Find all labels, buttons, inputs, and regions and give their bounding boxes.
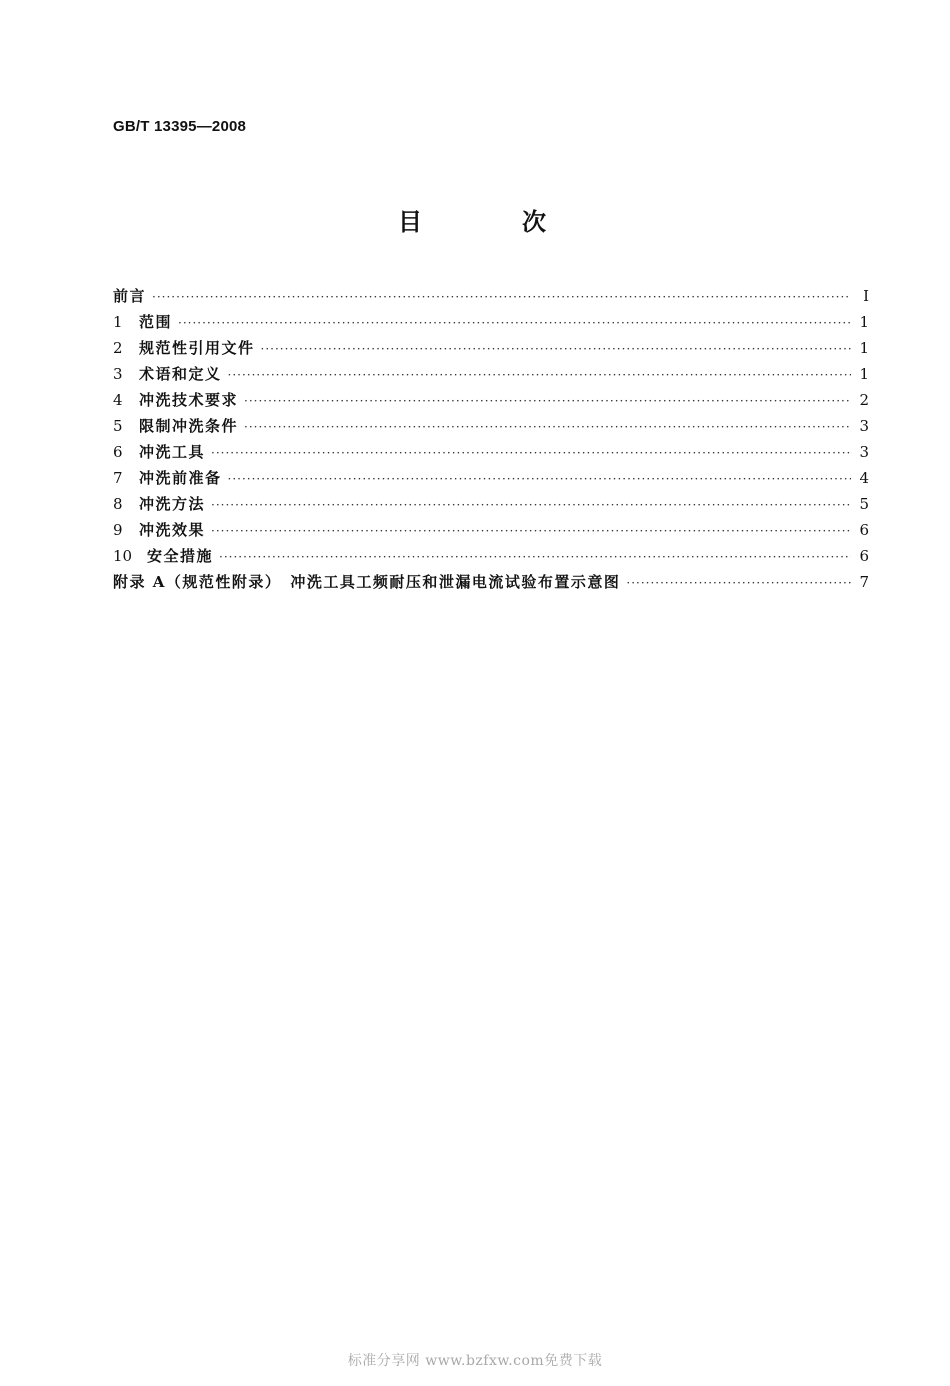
toc-leader <box>244 388 851 414</box>
toc-entry-label: 冲洗技术要求 <box>139 391 239 409</box>
toc-entry-label: 限制冲洗条件 <box>139 417 239 435</box>
toc-entry-label: 冲洗前准备 <box>139 469 222 487</box>
toc-leader <box>228 466 851 492</box>
toc-entry-3[interactable] <box>113 361 869 387</box>
toc-entry-label: 安全措施 <box>147 547 214 565</box>
toc-entry-number: 7 <box>113 469 123 487</box>
toc-leader <box>211 492 851 518</box>
toc-leader <box>261 336 851 362</box>
toc-entry-1[interactable] <box>113 309 869 335</box>
toc-entry-label: 冲洗效果 <box>139 521 206 539</box>
toc-entry-label: 冲洗方法 <box>139 495 206 513</box>
toc-leader <box>626 570 851 596</box>
toc-leader <box>211 518 851 544</box>
toc-entry-page: 6 <box>859 547 869 565</box>
toc-entry-6[interactable] <box>113 439 869 465</box>
toc-entry-number: 4 <box>113 391 123 409</box>
toc-entry-label: 范围 <box>139 313 173 331</box>
toc-leader <box>228 362 851 388</box>
toc-entry-foreword[interactable] <box>113 283 869 309</box>
toc-leader <box>211 440 851 466</box>
toc-entry-4[interactable] <box>113 387 869 413</box>
toc-leader <box>178 310 851 336</box>
toc-entry-5[interactable] <box>113 413 869 439</box>
toc-entry-label: 术语和定义 <box>139 365 222 383</box>
toc-entry-number: 6 <box>113 443 123 461</box>
standard-code: GB/T 13395—2008 <box>113 118 247 135</box>
toc-entry-page: 4 <box>859 469 869 487</box>
toc-entry-number: 2 <box>113 339 123 357</box>
toc-entry-page: 1 <box>859 313 869 331</box>
footer-watermark: 标准分享网 www.bzfxw.com免费下载 <box>347 1353 603 1369</box>
toc-entry-annex-a[interactable] <box>113 569 869 595</box>
toc-entry-number: 5 <box>113 417 123 435</box>
toc-entry-2[interactable] <box>113 335 869 361</box>
toc-entry-page: 2 <box>859 391 869 409</box>
toc-entry-number: 8 <box>113 495 123 513</box>
toc-leader <box>152 284 851 310</box>
toc-entry-label: 附录 A（规范性附录） 冲洗工具工频耐压和泄漏电流试验布置示意图 <box>113 573 621 591</box>
toc-entry-page: 6 <box>859 521 869 539</box>
toc-entry-label: 前言 <box>113 287 147 305</box>
toc-title: 目 次 <box>398 207 584 236</box>
toc-leader <box>244 414 851 440</box>
table-of-contents <box>113 283 869 595</box>
toc-entry-9[interactable] <box>113 517 869 543</box>
toc-entry-page: 1 <box>859 339 869 357</box>
toc-entry-label: 冲洗工具 <box>139 443 206 461</box>
toc-entry-page: 7 <box>859 573 869 591</box>
toc-entry-page: 3 <box>859 417 869 435</box>
toc-entry-page: 3 <box>859 443 869 461</box>
toc-entry-page: 1 <box>859 365 869 383</box>
toc-entry-number: 9 <box>113 521 123 539</box>
toc-entry-number: 10 <box>113 547 133 565</box>
toc-entry-7[interactable] <box>113 465 869 491</box>
toc-entry-8[interactable] <box>113 491 869 517</box>
toc-entry-number: 3 <box>113 365 123 383</box>
toc-entry-label: 规范性引用文件 <box>139 339 255 357</box>
toc-entry-10[interactable] <box>113 543 869 569</box>
toc-entry-number: 1 <box>113 313 123 331</box>
toc-leader <box>219 544 851 570</box>
toc-entry-page: Ⅰ <box>863 287 869 305</box>
toc-entry-page: 5 <box>859 495 869 513</box>
